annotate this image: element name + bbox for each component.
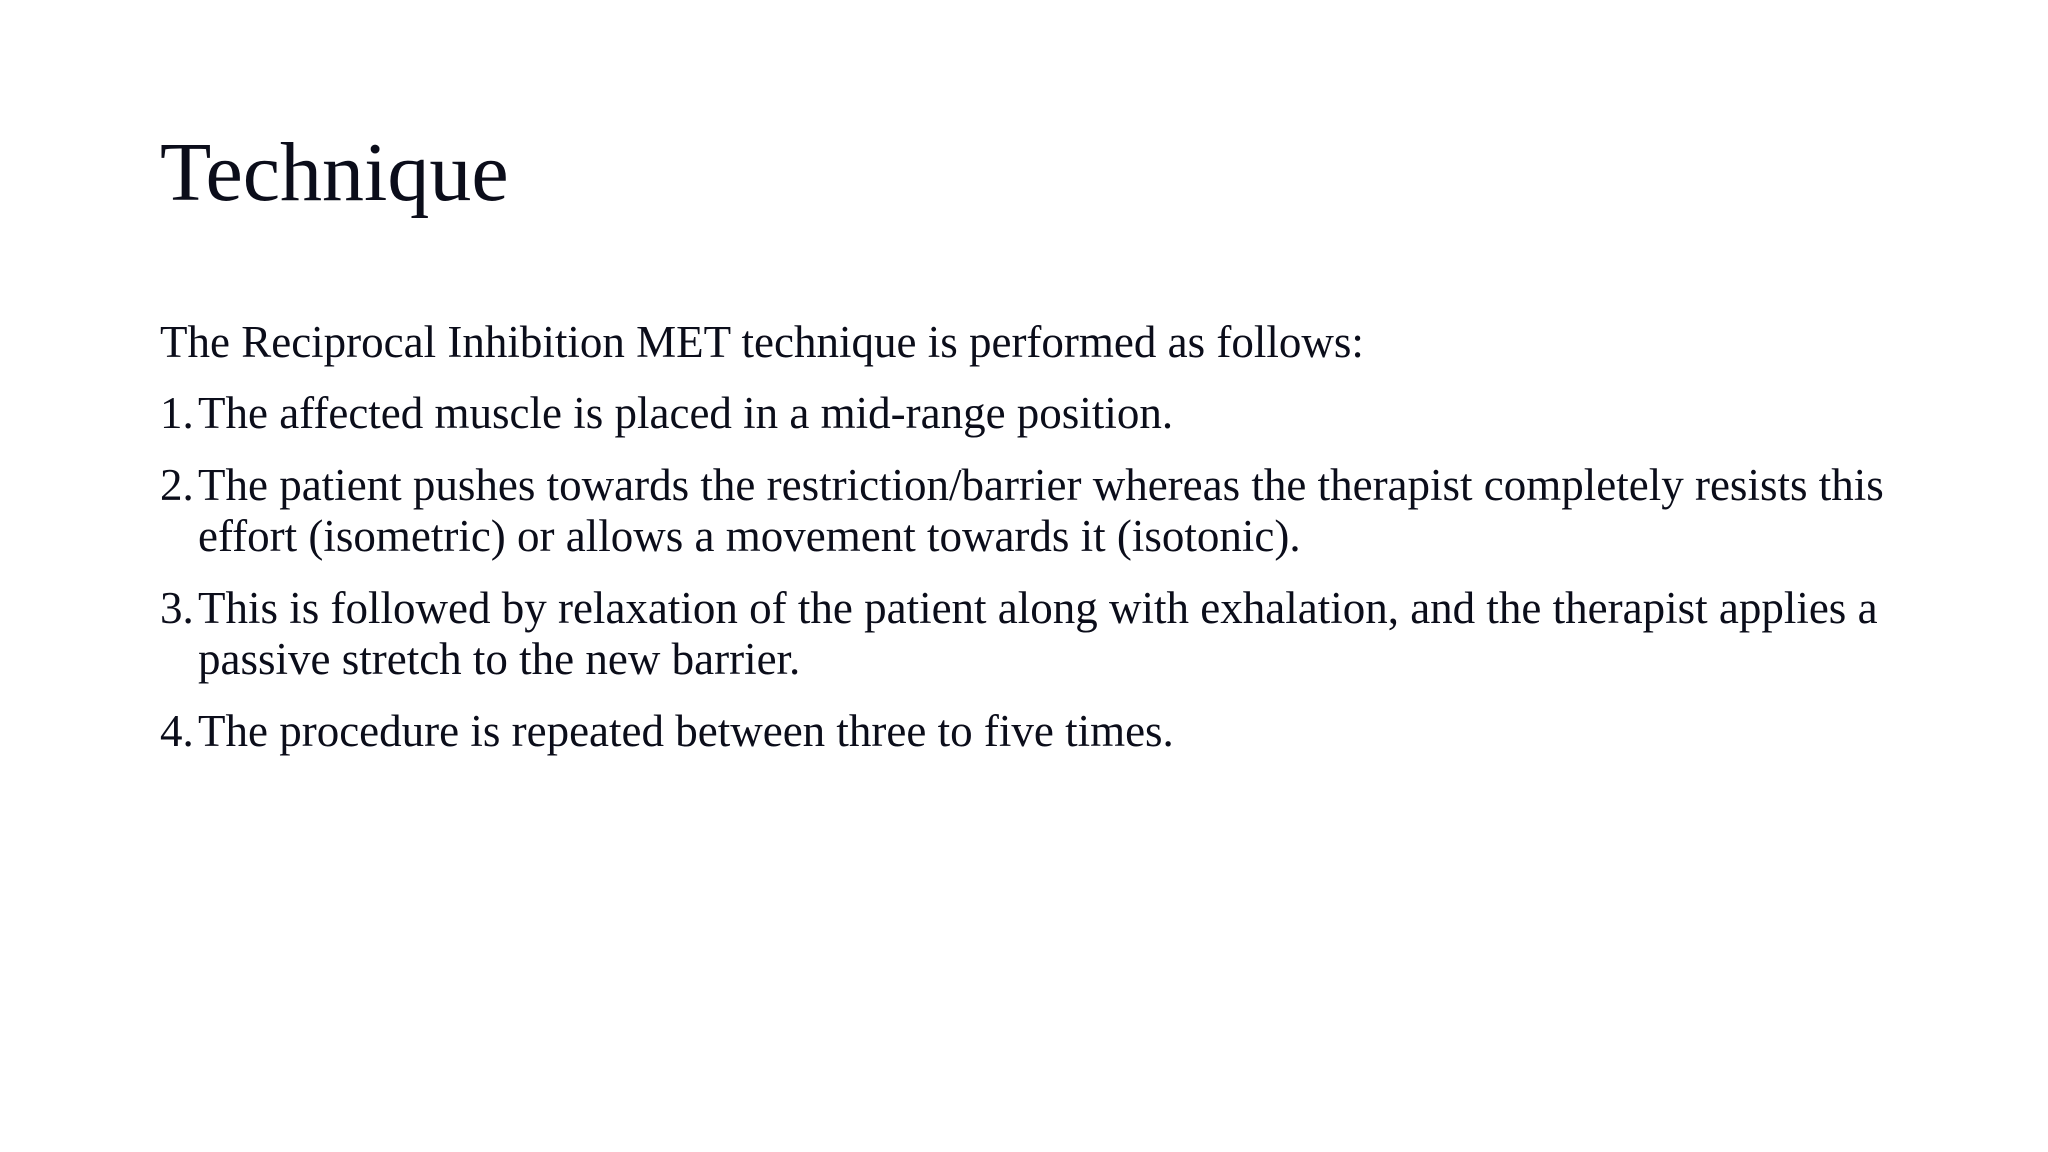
step-number: 3.	[160, 583, 194, 633]
step-text: The affected muscle is placed in a mid-range position.	[198, 388, 1174, 438]
list-item	[160, 583, 1940, 685]
slide-title: Technique	[160, 126, 509, 219]
list-item	[160, 388, 1940, 439]
list-item	[160, 460, 1940, 562]
step-number: 2.	[160, 460, 194, 510]
step-text: The procedure is repeated between three to five times.	[198, 706, 1174, 756]
steps-list	[160, 388, 1940, 778]
list-item	[160, 706, 1940, 757]
step-number: 4.	[160, 706, 194, 756]
step-text: This is followed by relaxation of the patient along with exhalation, and the therapist applies a passive stretch to the new barrier.	[198, 583, 1878, 684]
intro-text: The Reciprocal Inhibition MET technique is performed as follows:	[160, 317, 1364, 367]
step-text: The patient pushes towards the restriction/barrier whereas the therapist completely resists this effort (isometric) or allows a movement towards it (isotonic).	[198, 460, 1884, 561]
step-number: 1.	[160, 388, 194, 438]
